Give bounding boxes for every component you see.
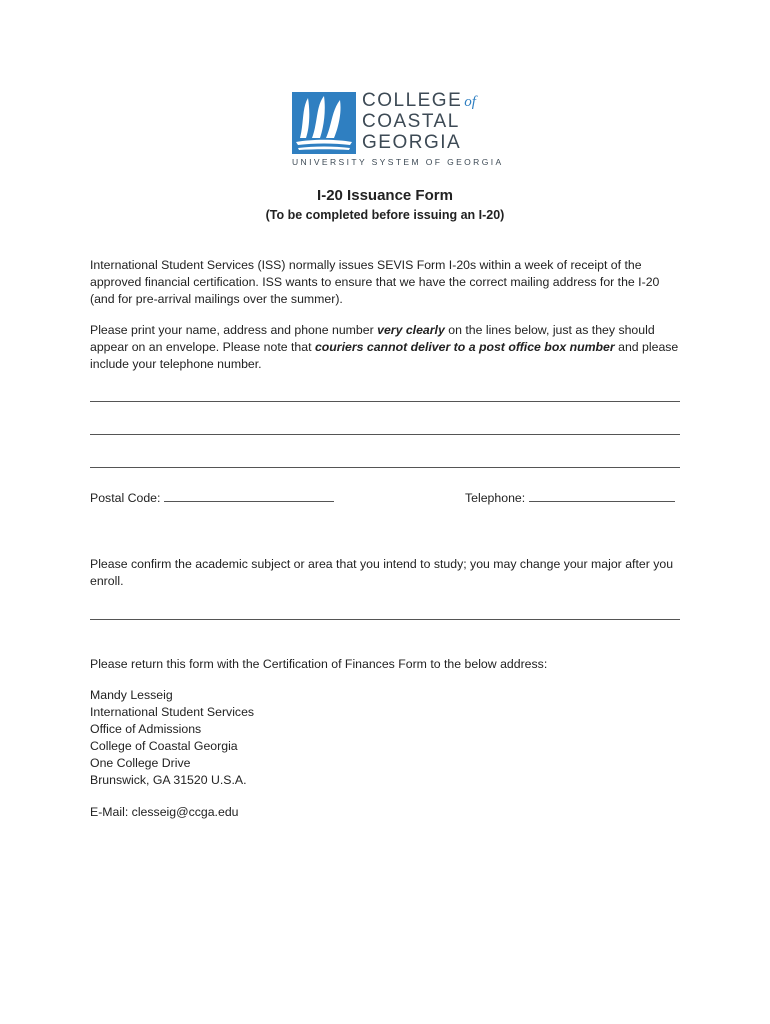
address-name: Mandy Lesseig: [90, 688, 173, 702]
postal-code-blank[interactable]: [164, 489, 334, 502]
address-office: Office of Admissions: [90, 722, 202, 736]
logo-line-college: COLLEGE of: [362, 90, 476, 111]
major-paragraph: Please confirm the academic subject or area that you intend to study; you may change your major after you enroll.: [90, 557, 674, 588]
postal-code-field: [90, 489, 334, 505]
address-line-3[interactable]: [90, 467, 680, 468]
form-title: I-20 Issuance Form: [317, 187, 453, 204]
contact-email: E-Mail: clesseig@ccga.edu: [90, 805, 239, 819]
emphasis-po-box-warning: couriers cannot deliver to a post office box number: [314, 340, 615, 354]
telephone-field: [465, 489, 675, 505]
return-paragraph: Please return this form with the Certification of Finances Form to the below address:: [90, 657, 548, 671]
major-line[interactable]: [90, 619, 680, 620]
address-street: One College Drive: [90, 756, 191, 770]
address-line-1[interactable]: [90, 401, 680, 402]
logo-line-georgia: GEORGIA: [362, 132, 462, 153]
college-logo: [292, 90, 504, 168]
logo-line-coastal: COASTAL: [362, 111, 460, 132]
address-city: Brunswick, GA 31520 U.S.A.: [90, 773, 247, 787]
telephone-blank[interactable]: [529, 489, 675, 502]
address-department: International Student Services: [90, 705, 255, 719]
sailboat-logo-icon: [292, 92, 356, 154]
intro-paragraph: International Student Services (ISS) normally issues SEVIS Form I-20s within a week of receipt of the approved financial certification. ISS wants to ensure that we have the correct mailing address for the I-20 (and for pre-arrival mailings over the summer).: [90, 258, 660, 306]
address-line-2[interactable]: [90, 434, 680, 435]
postal-code-label: Postal Code:: [90, 491, 161, 505]
emphasis-very-clearly: very clearly: [377, 323, 445, 337]
telephone-label: Telephone:: [465, 491, 526, 505]
mailing-address: [90, 687, 254, 789]
instructions-paragraph: Please print your name, address and phone number very clearly on the lines below, just as they should appear on an envelope. Please note that couriers cannot deliver to a post office box number and please include your telephone number.: [90, 323, 679, 371]
address-institution: College of Coastal Georgia: [90, 739, 238, 753]
form-subtitle: (To be completed before issuing an I-20): [265, 208, 505, 222]
logo-subtitle: UNIVERSITY SYSTEM OF GEORGIA: [292, 157, 504, 167]
